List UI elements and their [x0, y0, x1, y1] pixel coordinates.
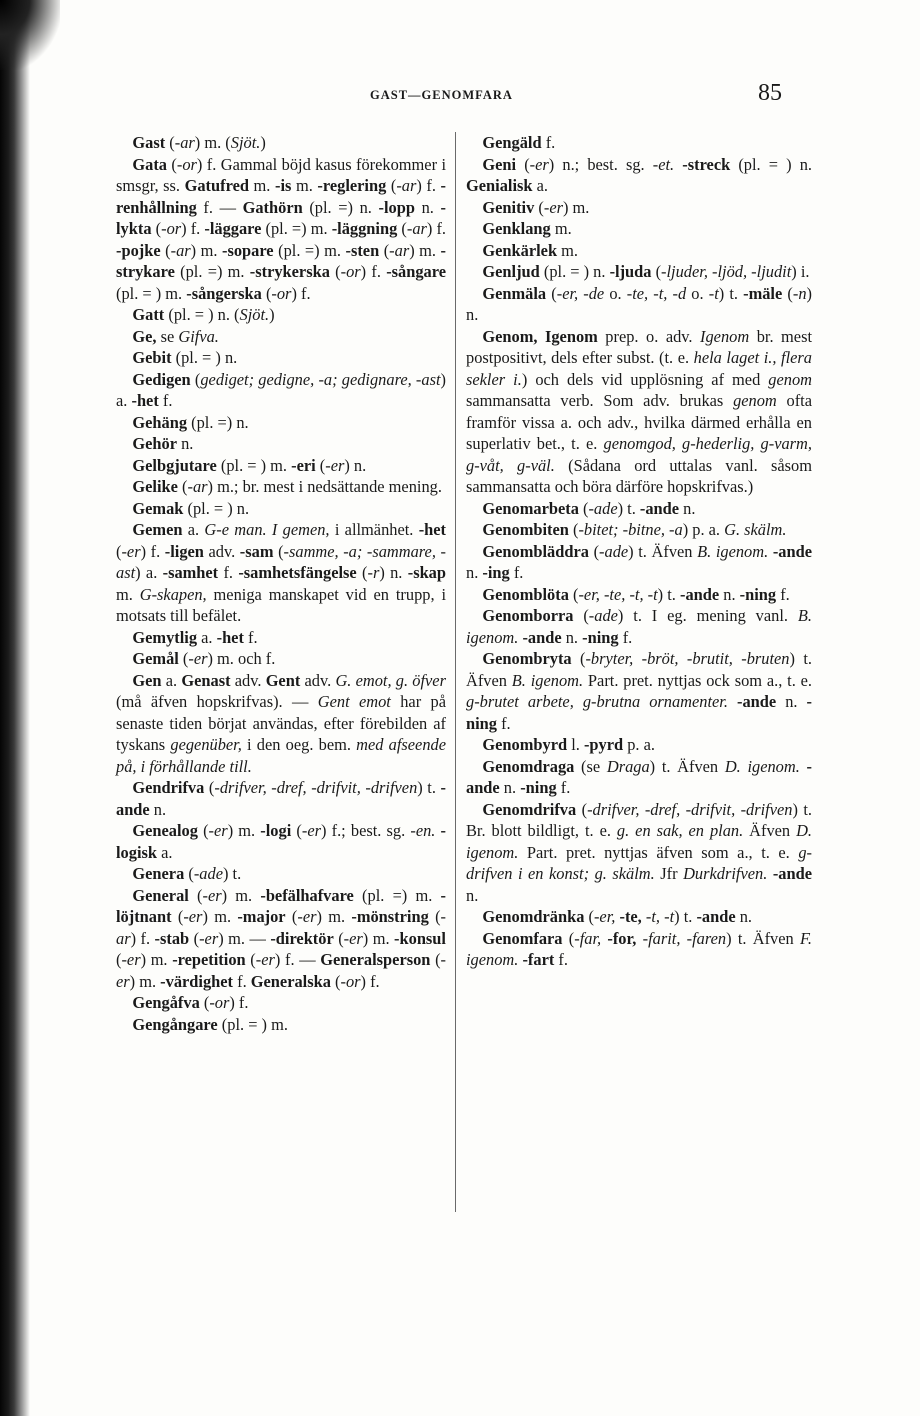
italic-form: G. emot, g. öfver — [335, 670, 446, 690]
italic-form: er — [214, 821, 228, 840]
headword: Gemen — [132, 520, 183, 539]
headword: -samhetsfängelse — [238, 563, 357, 582]
italic-form: er — [261, 950, 275, 969]
dictionary-entry: Gelbgjutare (pl. = ) m. -eri (-er) n. — [132, 455, 367, 475]
italic-form: er — [207, 885, 222, 905]
italic-form: -t, — [645, 907, 661, 926]
italic-form: Gifva. — [178, 326, 219, 346]
italic-form: ar — [116, 928, 131, 948]
headword: -is — [274, 176, 292, 195]
italic-form: Draga — [606, 756, 650, 776]
italic-form: -er, -de — [556, 283, 605, 303]
headword: -eri — [291, 455, 316, 475]
italic-form: -t — [664, 907, 675, 926]
dictionary-entry: Gemen a. G-e man. I gemen, i allmänhet. -het (-er) f. -ligen adv. -sam (-samme, -a; -sammare, -ast) a. -samhet f. -samhetsfängelse (-r) n. -skap m. G-skapen, meniga manskapet vid en trupp, i motsats till befälet. — [116, 520, 446, 625]
italic-form: ade — [593, 498, 618, 518]
headword: Genomdraga — [482, 756, 575, 776]
dictionary-entry: Gemål (-er) m. och f. — [132, 649, 276, 668]
headword: Genomdränka — [482, 907, 585, 926]
headword: Genomdrifva — [482, 799, 577, 819]
italic-form: G-skapen, — [139, 584, 207, 604]
headword: Gatt — [132, 305, 165, 324]
italic-form: hela laget i., flera sekler i. — [466, 348, 812, 389]
headword: -skap — [407, 563, 446, 582]
italic-form: g. en sak, en plan. — [616, 821, 744, 840]
italic-form: er — [330, 455, 345, 475]
dictionary-entry: Genomarbeta (-ade) t. -ande n. — [482, 498, 696, 518]
dictionary-entry: Genealog (-er) m. -logi (-er) f.; best. sg. -en. -logisk a. — [116, 821, 447, 862]
headword: Gent — [265, 670, 301, 690]
italic-form: -far, — [574, 928, 602, 948]
dictionary-entry: Gelike (-ar) m.; br. mest i nedsättande mening. — [132, 477, 442, 496]
headword: -for, — [607, 928, 637, 948]
headword: -te, — [619, 907, 642, 926]
headword: Genealog — [132, 821, 198, 840]
headword: -löjtnant — [116, 885, 446, 926]
headword: Genljud — [482, 262, 540, 281]
dictionary-entry: Gebit (pl. = ) n. — [132, 348, 238, 367]
italic-form: er — [307, 821, 321, 840]
headword: Genklang — [482, 219, 551, 238]
headword: -värdighet — [160, 971, 234, 991]
headword: Gemytlig — [132, 627, 198, 647]
italic-form: genomgod, g-hederlig, g-varm, g-våt, g-väl. — [466, 434, 812, 475]
italic-form: g-drifven i en konst; g. skälm. — [466, 842, 812, 883]
headword: Gata — [132, 154, 167, 174]
italic-form: er — [126, 950, 141, 969]
italic-form: er — [126, 541, 141, 561]
italic-form: or — [166, 219, 182, 238]
headword: -ande — [737, 692, 777, 711]
headword: -lopp — [378, 197, 415, 217]
headword: -renhållning — [116, 176, 447, 217]
headword: -lykta — [116, 197, 446, 238]
dictionary-entry: Genombyrd l. -pyrd p. a. — [482, 735, 655, 754]
dictionary-entry: Gendrifva (-drifver, -dref, -drifvit, -drifven) t. -ande n. — [116, 778, 446, 819]
page-number: 85 — [758, 80, 782, 106]
headword: Genombläddra — [482, 541, 589, 561]
headword: Genitiv — [482, 197, 535, 217]
dictionary-entry: Gengäld f. — [482, 133, 556, 152]
headword: Gengångare — [132, 1014, 218, 1034]
italic-form: -ljuder, -ljöd, -ljudit — [661, 262, 792, 281]
headword: Genomarbeta — [482, 498, 579, 518]
headword: Gendrifva — [132, 778, 205, 797]
headword: -ning — [466, 692, 812, 733]
dictionary-entry: Geni (-er) n.; best. sg. -et. -streck (pl. = ) n. Genialisk a. — [466, 154, 813, 195]
headword: -sten — [345, 240, 380, 260]
dictionary-entry: Genitiv (-er) m. — [482, 197, 590, 217]
dictionary-entry: Genomdraga (se Draga) t. Äfven D. igenom. -ande n. -ning f. — [466, 756, 812, 797]
italic-form: et. — [658, 154, 675, 174]
italic-form: B. igenom. — [697, 541, 769, 561]
headword: -ning — [520, 778, 557, 797]
italic-form: ar — [180, 133, 195, 152]
dictionary-entry: Gatt (pl. = ) n. (Sjöt.) — [132, 305, 275, 324]
headword: -strykare — [116, 240, 447, 281]
headword: -reglering — [317, 176, 387, 195]
dictionary-entry: Genklang m. — [482, 219, 572, 238]
headword: -sångerska — [186, 283, 262, 303]
headword: Genomfara — [482, 928, 563, 948]
italic-form: -er, -te, -t, -t — [578, 584, 658, 604]
headword: Generalsperson — [320, 950, 431, 969]
headword: Genombiten — [482, 520, 569, 539]
headword: -ljuda — [609, 262, 652, 281]
headword: Generalska — [250, 971, 331, 991]
scan-shadow-corner — [0, 0, 60, 70]
dictionary-entry: Gemytlig a. -het f. — [132, 627, 258, 647]
headword: -logisk — [116, 821, 447, 862]
headword: -het — [131, 391, 159, 410]
italic-form: Igenom — [700, 326, 750, 346]
italic-form: genom — [733, 391, 777, 410]
headword: Gengåfva — [132, 993, 200, 1012]
scan-shadow-edge — [0, 0, 30, 1416]
dictionary-entry: Genomborra (-ade) t. I eg. mening vanl. B. igenom. -ande n. -ning f. — [466, 606, 813, 647]
italic-form: -te, -t, -d — [626, 283, 687, 303]
dictionary-entry: Gedigen (gediget; gedigne, -a; gedignare, -ast) a. -het f. — [116, 369, 446, 410]
dictionary-entry: Genmäla (-er, -de o. -te, -t, -d o. -t) t. -mäle (-n) n. — [466, 283, 812, 324]
headword: Genombryta — [482, 649, 572, 668]
headword: -strykerska — [249, 262, 330, 281]
headword: -mäle — [743, 283, 783, 303]
italic-form: ar — [394, 240, 410, 260]
italic-form: er — [188, 907, 203, 926]
italic-form: ar — [401, 176, 417, 195]
italic-form: or — [182, 154, 197, 174]
headword: Gehäng — [132, 412, 188, 432]
italic-form: -drifver, -dref, -drifvit, -drifven — [214, 778, 418, 797]
italic-form: r — [372, 563, 380, 582]
italic-form: D. igenom. — [466, 821, 813, 862]
dictionary-entry: Genljud (pl. = ) n. -ljuda (-ljuder, -ljöd, -ljudit) i. — [482, 262, 810, 281]
headword: -ande — [696, 907, 736, 926]
headword: Genomborra — [482, 606, 574, 625]
italic-form: gegenüber, — [170, 735, 242, 754]
italic-form: ade — [199, 864, 223, 883]
dictionary-entry: Gehör n. — [132, 434, 194, 453]
headword: -läggning — [331, 219, 398, 238]
running-header: GAST—GENOMFARA — [370, 88, 513, 102]
headword: Genombyrd — [482, 735, 568, 754]
headword: Gemak — [132, 498, 184, 518]
dictionary-entry: Gata (-or) f. Gammal böjd kasus förekommer i smsgr, ss. Gatufred m. -is m. -reglering (-ar) f. -renhållning f. — Gathörn (pl. =) n. -lopp n. -lykta (-or) f. -läggare (pl. =) m. -läggning (-ar) f. -pojke (-ar) m. -sopare (pl. =) m. -sten (-ar) m. -strykare (pl. =) m. -strykerska (-or) f. -sångare (pl. = ) m. -sångerska (-or) f. — [116, 154, 447, 303]
headword: General — [132, 885, 189, 905]
italic-form: -samme, -a; -sammare, -ast — [116, 541, 446, 582]
dictionary-entry: Gemak (pl. = ) n. — [132, 498, 250, 518]
italic-form: er — [302, 907, 317, 926]
italic-form: -bryter, -bröt, -brutit, -bruten — [585, 649, 790, 668]
italic-form: gediget; gedigne, -a; gedignare, -ast — [200, 369, 441, 389]
dictionary-entry: Gast (-ar) m. (Sjöt.) — [132, 133, 266, 152]
italic-form: or — [346, 262, 361, 281]
headword: Gehör — [132, 434, 178, 453]
italic-form: ade — [594, 606, 618, 625]
headword: -ande — [466, 756, 812, 797]
headword: -ning — [739, 584, 777, 604]
headword: -mönstring — [351, 907, 429, 926]
italic-form: er — [349, 928, 363, 948]
italic-form: ar — [412, 219, 427, 238]
right-column — [466, 132, 812, 971]
italic-form: er — [204, 928, 219, 948]
headword: -sam — [239, 541, 274, 561]
dictionary-entry: Genomfara (-far, -for, -farit, -faren) t. Äfven F. igenom. -fart f. — [466, 928, 812, 969]
headword: Geni — [482, 154, 517, 174]
italic-form: G-e man. I gemen, — [204, 520, 330, 539]
headword: Gelbgjutare — [132, 455, 217, 475]
dictionary-entry: Genera (-ade) t. — [132, 864, 242, 883]
dictionary-entry: Gen a. Genast adv. Gent adv. G. emot, g. öfver (må äfven hopskrifvas). — Gent emot har på senaste tiden börjat användas, efter förebilden af tyskans gegenüber, i den oeg. bem. med afseende på, i förhållande till. — [116, 670, 446, 776]
headword: Gathörn — [242, 197, 303, 217]
headword: -ing — [482, 563, 510, 582]
headword: -het — [418, 520, 446, 539]
dictionary-entry: Genomdränka (-er, -te, -t, -t) t. -ande n. — [482, 907, 753, 926]
headword: -befälhafvare — [260, 885, 354, 905]
headword: -repetition — [172, 950, 246, 969]
dictionary-entry: General (-er) m. -befälhafvare (pl. =) m. -löjtnant (-er) m. -major (-er) m. -mönstring (-ar) f. -stab (-er) m. — -direktör (-er) m. -konsul (-er) m. -repetition (-er) f. — Generalsperson (-er) m. -värdighet f. Generalska (-or) f. — [116, 885, 446, 991]
column-divider — [455, 132, 456, 1212]
italic-form: er — [116, 971, 130, 991]
headword: -ande — [679, 584, 720, 604]
dictionary-entry: Gengåfva (-or) f. — [132, 993, 249, 1012]
headword: Gen — [132, 670, 162, 690]
italic-form: er — [549, 197, 563, 217]
italic-form: Sjöt. — [239, 305, 270, 324]
italic-form: n — [798, 283, 807, 303]
dictionary-entry: Genomblöta (-er, -te, -t, -t) t. -ande n. -ning f. — [482, 584, 790, 604]
dictionary-entry: Genombiten (-bitet; -bitne, -a) p. a. G. skälm. — [482, 520, 787, 539]
italic-form: en. — [415, 821, 436, 840]
headword: Genera — [132, 864, 185, 883]
dictionary-entry: Genom, Igenom prep. o. adv. Igenom br. mest postpositivt, dels efter subst. (t. e. hela laget i., flera sekler i.) och dels vid upplösning af med genom sammansatta verb. Som adv. brukas genom ofta framför vissa a. och adv., hvilka därmed erhålla en superlativ bet., t. e. genomgod, g-hederlig, g-varm, g-våt, g-väl. (Sådana ord uttalas vanl. såsom sammansatta och böra därföre hopskrifvas.) — [466, 326, 812, 496]
italic-form: Durkdrifven. — [683, 864, 768, 883]
dictionary-entry: Genombläddra (-ade) t. Äfven B. igenom. -ande n. -ing f. — [466, 541, 812, 582]
italic-form: med afseende på, i förhållande till. — [116, 735, 446, 776]
headword: Genialisk — [466, 176, 533, 195]
italic-form: genom — [768, 369, 812, 389]
headword: -ande — [639, 498, 680, 518]
headword: -fart — [522, 950, 555, 969]
headword: Genast — [181, 670, 231, 690]
headword: -major — [237, 907, 286, 926]
headword: -streck — [682, 154, 731, 174]
italic-form: or — [276, 283, 292, 303]
left-column — [116, 132, 446, 1035]
headword: -läggare — [204, 219, 262, 238]
dictionary-entry: Gengångare (pl. = ) m. — [132, 1014, 288, 1034]
italic-form: F. igenom. — [466, 928, 812, 969]
headword: -direktör — [270, 928, 334, 948]
italic-form: ar — [176, 240, 191, 260]
headword: Gatufred — [184, 176, 249, 195]
italic-form: G. skälm. — [724, 520, 787, 539]
dictionary-entry: Genomdrifva (-drifver, -dref, -drifvit, -drifven) t. Br. blott bildligt, t. e. g. en sak, en plan. Äfven D. igenom. Part. pret. nyttjas äfven som a., t. e. g-drifven i en konst; g. skälm. Jfr Durkdrifven. -ande n. — [466, 799, 813, 905]
headword: -logi — [260, 821, 292, 840]
italic-form: er — [535, 154, 549, 174]
headword: -konsul — [394, 928, 446, 948]
headword: Ge, — [132, 326, 157, 346]
headword: -ande — [116, 778, 446, 819]
italic-form: -t — [708, 283, 719, 303]
headword: -sopare — [221, 240, 274, 260]
headword: Genmäla — [482, 283, 547, 303]
headword: -samhet — [162, 563, 219, 582]
headword: -ande — [522, 627, 562, 647]
italic-form: Gent emot — [317, 692, 391, 711]
italic-form: Sjöt. — [230, 133, 261, 152]
dictionary-entry: Ge, se Gifva. — [132, 326, 219, 346]
italic-form: or — [214, 993, 230, 1012]
italic-form: ade — [604, 541, 629, 561]
headword: -ning — [582, 627, 619, 647]
italic-form: -bitet; -bitne, -a — [578, 520, 683, 539]
headword: -ande — [772, 864, 812, 883]
italic-form: -er, — [593, 907, 616, 926]
italic-form: B. igenom. — [511, 670, 584, 690]
headword: Gast — [132, 133, 166, 152]
italic-form: ar — [192, 477, 208, 496]
headword: -ligen — [164, 541, 204, 561]
italic-form: er — [193, 649, 208, 668]
dictionary-entry: Genombryta (-bryter, -bröt, -brutit, -bruten) t. Äfven B. igenom. Part. pret. nyttjas ock som a., t. e. g-brutet arbete, g-brutna ornamenter. -ande n. -ning f. — [466, 649, 812, 733]
headword: Genomblöta — [482, 584, 569, 604]
headword: Gengäld — [482, 133, 542, 152]
dictionary-entry: Gehäng (pl. =) n. — [132, 412, 249, 432]
headword: -pyrd — [583, 735, 624, 754]
dictionary-entry: Genkärlek m. — [482, 240, 579, 260]
headword: Genkärlek — [482, 240, 558, 260]
headword: -ande — [772, 541, 812, 561]
italic-form: g-brutet arbete, g-brutna ornamenter. — [466, 692, 728, 711]
italic-form: or — [345, 971, 361, 991]
headword: -pojke — [116, 240, 161, 260]
headword: Gemål — [132, 649, 179, 668]
italic-form: D. igenom. — [724, 756, 800, 776]
headword: Genom, Igenom — [482, 326, 598, 346]
headword: -het — [216, 627, 244, 647]
headword: -sångare — [386, 262, 447, 281]
italic-form: -drifver, -dref, -drifvit, -drifven — [587, 799, 793, 819]
headword: Gebit — [132, 348, 172, 367]
italic-form: -farit, -faren — [642, 928, 727, 948]
headword: Gelike — [132, 477, 178, 496]
headword: Gedigen — [132, 369, 191, 389]
headword: -stab — [154, 928, 190, 948]
italic-form: B. igenom. — [466, 606, 813, 647]
